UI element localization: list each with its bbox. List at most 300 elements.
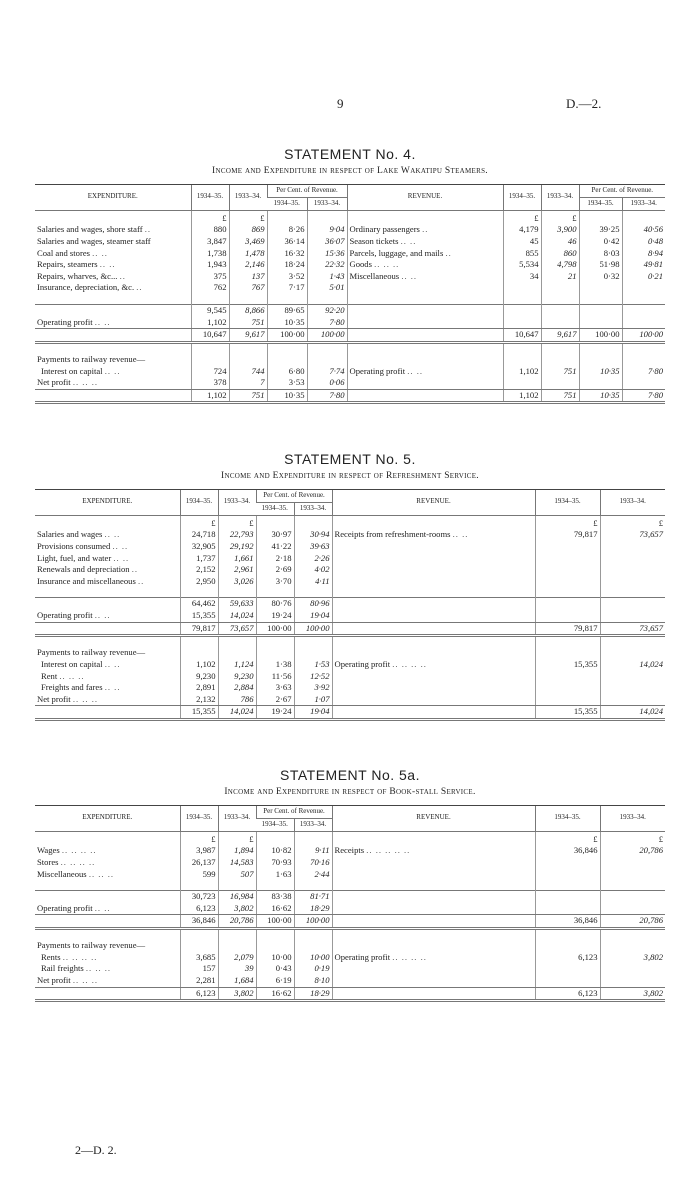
table-row bbox=[35, 553, 665, 565]
total-pct-1934: 100·00 bbox=[256, 622, 294, 636]
expenditure-header: EXPENDITURE. bbox=[35, 806, 180, 832]
statement-table bbox=[35, 805, 665, 1002]
expenditure-header: EXPENDITURE. bbox=[35, 490, 180, 516]
total-1933: 9,617 bbox=[229, 329, 267, 343]
pct-1933: 19·04 bbox=[294, 610, 332, 622]
pct-1934: 6·19 bbox=[256, 975, 294, 987]
payments-heading: Payments to railway revenue— bbox=[37, 940, 146, 951]
total-1934: 15,355 bbox=[535, 706, 600, 720]
table-row bbox=[35, 671, 665, 683]
pct-1934: 2·18 bbox=[256, 553, 294, 565]
leader-dots: .. .. .. bbox=[72, 377, 98, 388]
table-row bbox=[35, 282, 665, 294]
currency-symbol: £ bbox=[535, 831, 600, 845]
currency-row bbox=[35, 831, 665, 845]
pct-1934: 30·97 bbox=[256, 529, 294, 541]
subtotal-1934: 9,545 bbox=[191, 305, 229, 317]
total-row bbox=[35, 987, 665, 1001]
value-1933: 39 bbox=[218, 963, 256, 975]
total-pct-1933: 7·80 bbox=[622, 389, 665, 403]
statement-5a bbox=[35, 767, 665, 1002]
pct-1933: 8·10 bbox=[294, 975, 332, 987]
value-1933: 21 bbox=[541, 271, 579, 283]
currency-symbol: £ bbox=[229, 210, 267, 224]
item-label: Operating profit bbox=[334, 658, 391, 669]
item-label: Rent bbox=[41, 670, 58, 681]
pct-1933: 40·56 bbox=[622, 224, 665, 236]
value-1934: 34 bbox=[503, 271, 541, 283]
total-pct-1933: 19·04 bbox=[294, 706, 332, 720]
value-1934: 157 bbox=[180, 963, 218, 975]
currency-symbol: £ bbox=[600, 831, 665, 845]
item-label: Operating profit bbox=[37, 316, 93, 327]
pct-1934: 70·93 bbox=[256, 857, 294, 869]
pct-1934: 10·82 bbox=[256, 845, 294, 857]
value-1933: 14,024 bbox=[218, 610, 256, 622]
pct-1934: 8·03 bbox=[579, 248, 622, 260]
total-1934: 79,817 bbox=[535, 622, 600, 636]
leader-dots: .. .. bbox=[94, 610, 111, 621]
subtotal-pct-1934: 89·65 bbox=[267, 305, 307, 317]
year-1934-header: 1934–35. bbox=[535, 806, 600, 832]
value-1934: 378 bbox=[191, 377, 229, 389]
year-1933-header: 1933–34. bbox=[218, 490, 256, 516]
currency-row bbox=[35, 210, 665, 224]
leader-dots: .. bbox=[422, 224, 429, 235]
total-1934: 15,355 bbox=[180, 706, 218, 720]
pct-1934: 1·38 bbox=[256, 659, 294, 671]
pct-1933: 5·01 bbox=[307, 282, 347, 294]
value-1934: 762 bbox=[191, 282, 229, 294]
year-1933-header: 1933–34. bbox=[218, 806, 256, 832]
table-row bbox=[35, 529, 665, 541]
leader-dots: .. .. bbox=[400, 235, 417, 246]
item-label: Miscellaneous bbox=[37, 868, 87, 879]
pct-year-1933-header: 1933–34. bbox=[622, 197, 665, 210]
total-row bbox=[35, 915, 665, 929]
pct-1934: 51·98 bbox=[579, 259, 622, 271]
leader-dots: .. bbox=[137, 575, 145, 586]
value-1934: 1,102 bbox=[191, 317, 229, 329]
leader-dots: .. .. bbox=[104, 529, 121, 540]
net-profit-row bbox=[35, 975, 665, 987]
item-label: Stores bbox=[37, 856, 59, 867]
table-row bbox=[35, 248, 665, 260]
table-row bbox=[35, 576, 665, 588]
pct-1933: 36·07 bbox=[307, 236, 347, 248]
item-label: Operating profit bbox=[37, 610, 93, 621]
table-row bbox=[35, 541, 665, 553]
leader-dots: .. .. .. bbox=[85, 963, 112, 974]
value-1933: 767 bbox=[229, 282, 267, 294]
item-label: Receipts from refreshment-rooms bbox=[334, 529, 451, 540]
total-1934: 6,123 bbox=[535, 987, 600, 1001]
pct-1933: 0·21 bbox=[622, 271, 665, 283]
leader-dots: .. .. bbox=[112, 540, 129, 551]
pct-1933: 1·07 bbox=[294, 694, 332, 706]
value-1933: 744 bbox=[229, 366, 267, 378]
table-row bbox=[35, 271, 665, 283]
value-1933: 751 bbox=[541, 366, 579, 378]
value-1933: 22,793 bbox=[218, 529, 256, 541]
item-label: Operating profit bbox=[349, 365, 406, 376]
value-1934: 1,102 bbox=[503, 366, 541, 378]
total-1934: 6,123 bbox=[180, 987, 218, 1001]
subtotal-row bbox=[35, 891, 665, 903]
value-1933: 7 bbox=[229, 377, 267, 389]
value-1934: 79,817 bbox=[535, 529, 600, 541]
pct-1933: 3·92 bbox=[294, 682, 332, 694]
value-1934: 2,891 bbox=[180, 682, 218, 694]
leader-dots: .. bbox=[445, 247, 452, 258]
value-1933: 3,802 bbox=[600, 952, 665, 964]
pct-1934: 16·32 bbox=[267, 248, 307, 260]
leader-dots: .. .. .. bbox=[72, 974, 98, 985]
pct-1934: 10·35 bbox=[267, 317, 307, 329]
leader-dots: .. .. .. bbox=[59, 670, 85, 681]
statement-title: STATEMENT No. 5. bbox=[284, 451, 416, 467]
operating-profit-row bbox=[35, 903, 665, 915]
item-label: Repairs, wharves, &c... bbox=[37, 270, 118, 281]
pct-1933: 15·36 bbox=[307, 248, 347, 260]
leader-dots: .. .. .. .. bbox=[392, 951, 427, 962]
year-1933-header: 1933–34. bbox=[600, 490, 665, 516]
statement-title: STATEMENT No. 4. bbox=[284, 146, 416, 162]
table-row bbox=[35, 952, 665, 964]
pct-1934: 3·52 bbox=[267, 271, 307, 283]
pct-1933: 9·11 bbox=[294, 845, 332, 857]
pct-1933: 10·00 bbox=[294, 952, 332, 964]
total-1933: 751 bbox=[541, 389, 579, 403]
leader-dots: .. .. .. bbox=[88, 868, 114, 879]
currency-symbol: £ bbox=[218, 831, 256, 845]
pct-1933: 18·29 bbox=[294, 903, 332, 915]
pct-1933: 39·63 bbox=[294, 541, 332, 553]
total-1933: 3,802 bbox=[218, 987, 256, 1001]
item-label: Repairs, steamers bbox=[37, 259, 98, 270]
year-1934-header: 1934–35. bbox=[191, 185, 229, 211]
percent-revenue-header: Per Cent. of Revenue. bbox=[256, 806, 332, 819]
leader-dots: .. bbox=[131, 564, 139, 575]
item-label: Salaries and wages, steamer staff bbox=[37, 235, 151, 246]
statement-title: STATEMENT No. 5a. bbox=[280, 767, 420, 783]
leader-dots: .. .. bbox=[452, 529, 469, 540]
total-pct-1933: 100·00 bbox=[294, 622, 332, 636]
value-1933: 3,802 bbox=[218, 903, 256, 915]
net-profit-row bbox=[35, 694, 665, 706]
operating-profit-row bbox=[35, 317, 665, 329]
total-1934: 10,647 bbox=[191, 329, 229, 343]
pct-1933: 0·48 bbox=[622, 236, 665, 248]
pct-1934: 39·25 bbox=[579, 224, 622, 236]
pct-1934: 16·62 bbox=[256, 903, 294, 915]
leader-dots: .. .. .. bbox=[374, 259, 400, 270]
pct-1934: 10·00 bbox=[256, 952, 294, 964]
subtotal-1934: 30,723 bbox=[180, 891, 218, 903]
subtotal-pct-1933: 81·71 bbox=[294, 891, 332, 903]
value-1933: 46 bbox=[541, 236, 579, 248]
leader-dots: .. .. .. bbox=[72, 693, 98, 704]
currency-symbol: £ bbox=[535, 515, 600, 529]
statement-subtitle: Income and Expenditure in respect of Refreshment Service. bbox=[221, 471, 479, 481]
value-1933: 860 bbox=[541, 248, 579, 260]
value-1934: 32,905 bbox=[180, 541, 218, 553]
leader-dots: .. .. .. .. bbox=[392, 658, 427, 669]
item-label: Insurance and miscellaneous bbox=[37, 575, 136, 586]
leader-dots: .. .. .. .. bbox=[61, 845, 97, 856]
total-1933: 751 bbox=[229, 389, 267, 403]
leader-dots: .. .. .. .. bbox=[62, 951, 98, 962]
pct-1934: 36·14 bbox=[267, 236, 307, 248]
total-1933: 73,657 bbox=[218, 622, 256, 636]
currency-symbol: £ bbox=[180, 515, 218, 529]
percent-revenue-header: Per Cent. of Revenue. bbox=[267, 185, 347, 198]
total-1933: 9,617 bbox=[541, 329, 579, 343]
pct-1934: 1·63 bbox=[256, 869, 294, 881]
value-1933: 3,469 bbox=[229, 236, 267, 248]
subtotal-1933: 16,984 bbox=[218, 891, 256, 903]
value-1934: 1,737 bbox=[180, 553, 218, 565]
value-1933: 1,894 bbox=[218, 845, 256, 857]
leader-dots: .. bbox=[136, 282, 143, 293]
pct-1933: 4·11 bbox=[294, 576, 332, 588]
value-1933: 29,192 bbox=[218, 541, 256, 553]
pct-1933: 2·26 bbox=[294, 553, 332, 565]
pct-1933: 1·43 bbox=[307, 271, 347, 283]
value-1933: 137 bbox=[229, 271, 267, 283]
leader-dots: .. bbox=[144, 224, 152, 235]
year-1933-header: 1933–34. bbox=[229, 185, 267, 211]
value-1934: 6,123 bbox=[535, 952, 600, 964]
item-label: Miscellaneous bbox=[349, 270, 400, 281]
total-1934: 1,102 bbox=[191, 389, 229, 403]
pct-1934: 0·42 bbox=[579, 236, 622, 248]
value-1933: 2,079 bbox=[218, 952, 256, 964]
subtotal-1933: 59,633 bbox=[218, 598, 256, 610]
total-pct-1934: 19·24 bbox=[256, 706, 294, 720]
leader-dots: .. .. bbox=[104, 365, 121, 376]
value-1934: 1,738 bbox=[191, 248, 229, 260]
page-number: 9 bbox=[337, 96, 344, 111]
pct-year-1934-header: 1934–35. bbox=[579, 197, 622, 210]
total-row bbox=[35, 622, 665, 636]
value-1933: 3,900 bbox=[541, 224, 579, 236]
value-1933: 2,146 bbox=[229, 259, 267, 271]
currency-symbol: £ bbox=[541, 210, 579, 224]
statement-subtitle: Income and Expenditure in respect of Book-stall Service. bbox=[224, 787, 476, 797]
pct-1934: 19·24 bbox=[256, 610, 294, 622]
total-pct-1933: 100·00 bbox=[294, 915, 332, 929]
value-1933: 786 bbox=[218, 694, 256, 706]
page-header bbox=[0, 96, 700, 116]
item-label: Salaries and wages bbox=[37, 529, 103, 540]
total-pct-1933: 100·00 bbox=[307, 329, 347, 343]
value-1933: 1,478 bbox=[229, 248, 267, 260]
percent-revenue-header: Per Cent. of Revenue. bbox=[579, 185, 665, 198]
year-1934-header: 1934–35. bbox=[535, 490, 600, 516]
year-1933-header: 1933–34. bbox=[541, 185, 579, 211]
leader-dots: .. .. bbox=[99, 259, 116, 270]
value-1934: 2,281 bbox=[180, 975, 218, 987]
table-row bbox=[35, 224, 665, 236]
pct-1934: 3·70 bbox=[256, 576, 294, 588]
item-label: Renewals and depreciation bbox=[37, 564, 130, 575]
year-1934-header: 1934–35. bbox=[180, 490, 218, 516]
value-1934: 15,355 bbox=[180, 610, 218, 622]
table-row bbox=[35, 963, 665, 975]
year-1934-header: 1934–35. bbox=[503, 185, 541, 211]
total-1934: 36,846 bbox=[535, 915, 600, 929]
subtotal-pct-1934: 83·38 bbox=[256, 891, 294, 903]
total-pct-1934: 100·00 bbox=[267, 329, 307, 343]
pct-1933: 1·53 bbox=[294, 659, 332, 671]
total-pct-1934: 10·35 bbox=[579, 389, 622, 403]
subtotal-row bbox=[35, 598, 665, 610]
revenue-header: REVENUE. bbox=[332, 490, 535, 516]
value-1934: 9,230 bbox=[180, 671, 218, 683]
value-1933: 9,230 bbox=[218, 671, 256, 683]
item-label: Rents bbox=[41, 951, 61, 962]
pct-1933: 7·74 bbox=[307, 366, 347, 378]
value-1933: 4,798 bbox=[541, 259, 579, 271]
leader-dots: .. bbox=[119, 270, 126, 281]
value-1933: 1,124 bbox=[218, 659, 256, 671]
payments-heading: Payments to railway revenue— bbox=[37, 647, 146, 658]
currency-symbol: £ bbox=[503, 210, 541, 224]
year-1933-header: 1933–34. bbox=[600, 806, 665, 832]
value-1934: 6,123 bbox=[180, 903, 218, 915]
total-pct-1934: 100·00 bbox=[256, 915, 294, 929]
operating-profit-row bbox=[35, 610, 665, 622]
payments-heading-row bbox=[35, 940, 665, 952]
total-pct-1934: 16·62 bbox=[256, 987, 294, 1001]
total-pct-1933: 7·80 bbox=[307, 389, 347, 403]
value-1934: 880 bbox=[191, 224, 229, 236]
pct-1933: 49·81 bbox=[622, 259, 665, 271]
statement-table bbox=[35, 489, 665, 721]
leader-dots: .. .. bbox=[407, 365, 424, 376]
revenue-header: REVENUE. bbox=[332, 806, 535, 832]
value-1933: 751 bbox=[229, 317, 267, 329]
payments-heading-row bbox=[35, 354, 665, 366]
pct-1934: 0·32 bbox=[579, 271, 622, 283]
total-pct-1934: 10·35 bbox=[267, 389, 307, 403]
pct-year-1934-header: 1934–35. bbox=[256, 502, 294, 515]
item-label: Salaries and wages, shore staff bbox=[37, 224, 143, 235]
revenue-header: REVENUE. bbox=[347, 185, 503, 211]
table-row bbox=[35, 682, 665, 694]
item-label: Net profit bbox=[37, 693, 71, 704]
table-row bbox=[35, 869, 665, 881]
table-row bbox=[35, 845, 665, 857]
item-label: Ordinary passengers bbox=[349, 224, 420, 235]
pct-1934: 3·63 bbox=[256, 682, 294, 694]
value-1933: 1,661 bbox=[218, 553, 256, 565]
payments-heading-row bbox=[35, 647, 665, 659]
total-1933: 20,786 bbox=[600, 915, 665, 929]
leader-dots: .. .. .. .. bbox=[60, 856, 96, 867]
leader-dots: .. .. bbox=[104, 682, 121, 693]
pct-year-1934-header: 1934–35. bbox=[256, 818, 294, 831]
expenditure-header: EXPENDITURE. bbox=[35, 185, 191, 211]
total-1934: 36,846 bbox=[180, 915, 218, 929]
value-1934: 2,950 bbox=[180, 576, 218, 588]
leader-dots: .. .. bbox=[94, 316, 111, 327]
item-label: Parcels, luggage, and mails bbox=[349, 247, 444, 258]
pct-1933: 0·06 bbox=[307, 377, 347, 389]
total-row bbox=[35, 706, 665, 720]
statement-5 bbox=[35, 451, 665, 721]
payments-heading: Payments to railway revenue— bbox=[37, 353, 146, 364]
value-1934: 24,718 bbox=[180, 529, 218, 541]
total-1933: 14,024 bbox=[600, 706, 665, 720]
value-1934: 599 bbox=[180, 869, 218, 881]
value-1934: 5,534 bbox=[503, 259, 541, 271]
leader-dots: .. .. bbox=[104, 658, 121, 669]
value-1933: 3,026 bbox=[218, 576, 256, 588]
item-label: Operating profit bbox=[37, 902, 93, 913]
currency-symbol: £ bbox=[218, 515, 256, 529]
leader-dots: .. .. bbox=[92, 247, 108, 258]
item-label: Net profit bbox=[37, 377, 71, 388]
pct-1933: 7·80 bbox=[307, 317, 347, 329]
pct-year-1933-header: 1933–34. bbox=[294, 502, 332, 515]
leader-dots: .. .. bbox=[113, 552, 130, 563]
value-1933: 1,684 bbox=[218, 975, 256, 987]
item-label: Freights and fares bbox=[41, 682, 103, 693]
item-label: Season tickets bbox=[349, 235, 399, 246]
document-reference: D.—2. bbox=[566, 96, 602, 111]
value-1934: 2,152 bbox=[180, 564, 218, 576]
leader-dots: .. .. bbox=[401, 270, 418, 281]
item-label: Coal and stores bbox=[37, 247, 90, 258]
item-label: Insurance, depreciation, &c. bbox=[37, 282, 135, 293]
value-1933: 14,024 bbox=[600, 659, 665, 671]
item-label: Interest on capital bbox=[41, 365, 103, 376]
value-1934: 1,102 bbox=[180, 659, 218, 671]
value-1933: 2,961 bbox=[218, 564, 256, 576]
currency-row bbox=[35, 515, 665, 529]
pct-1933: 22·32 bbox=[307, 259, 347, 271]
pct-1934: 0·43 bbox=[256, 963, 294, 975]
item-label: Goods bbox=[349, 259, 372, 270]
pct-1933: 9·04 bbox=[307, 224, 347, 236]
value-1934: 375 bbox=[191, 271, 229, 283]
pct-1933: 8·94 bbox=[622, 248, 665, 260]
pct-1933: 2·44 bbox=[294, 869, 332, 881]
table-row bbox=[35, 236, 665, 248]
statement-4 bbox=[35, 146, 665, 404]
table-row bbox=[35, 259, 665, 271]
pct-1933: 70·16 bbox=[294, 857, 332, 869]
total-row bbox=[35, 329, 665, 343]
value-1934: 3,847 bbox=[191, 236, 229, 248]
value-1933: 507 bbox=[218, 869, 256, 881]
total-1934: 10,647 bbox=[503, 329, 541, 343]
value-1933: 20,786 bbox=[600, 845, 665, 857]
table-row bbox=[35, 366, 665, 378]
table-row bbox=[35, 659, 665, 671]
pct-1934: 8·26 bbox=[267, 224, 307, 236]
item-label: Operating profit bbox=[334, 951, 391, 962]
subtotal-1933: 8,866 bbox=[229, 305, 267, 317]
table-row bbox=[35, 564, 665, 576]
value-1934: 45 bbox=[503, 236, 541, 248]
item-label: Provisions consumed bbox=[37, 540, 111, 551]
value-1933: 2,884 bbox=[218, 682, 256, 694]
leader-dots: .. .. .. .. .. bbox=[366, 845, 411, 856]
total-1933: 14,024 bbox=[218, 706, 256, 720]
